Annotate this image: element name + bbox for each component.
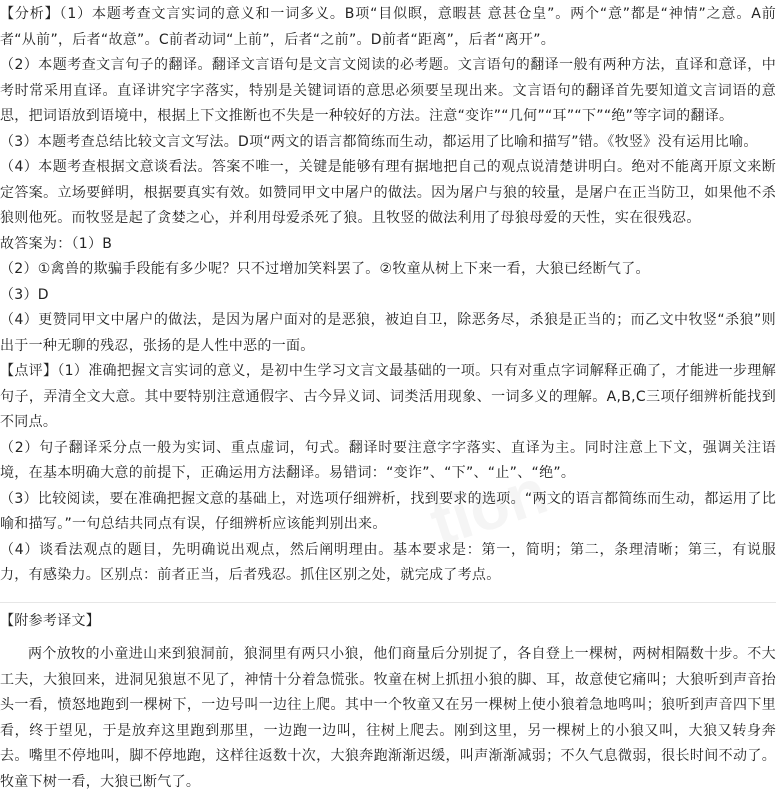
answer-line-2: （2）①禽兽的欺骗手段能有多少呢？只不过增加笑料罢了。②牧童从树上下来一看，大狼已经断气了。 [0, 257, 776, 283]
section-divider [0, 602, 776, 603]
comment-paragraph-2: （2）句子翻译采分点一般为实词、重点虚词，句式。翻译时要注意字字落实、直译为主。同时注意上下文，强调关注语境，在基本明确大意的前提下，正确运用方法翻译。易错词：“变诈”、“下”、“止”、“绝”。 [0, 436, 776, 487]
analysis-paragraph-2: （2）本题考查文言句子的翻译。翻译文言语句是文言文阅读的必考题。文言语句的翻译一般有两种方法，直译和意译，中考时常采用直译。直译讲究字字落实，特别是关键词语的意思必须要呈现出来。文言语句的翻译首先要知道文言词语的意思，把词语放到语境中，根据上下文推断也不失是一种较好的方法。注意“变诈”“几何”“耳”“下”“绝”等字词的翻译。 [0, 53, 776, 130]
reference-translation-section [0, 609, 776, 795]
reference-text: 两个放牧的小童进山来到狼洞前，狼洞里有两只小狼，他们商量后分别捉了，各自登上一棵树，两树相隔数十步。不大工夫，大狼回来，进洞见狼崽不见了，神情十分着急慌张。牧童在树上抓扭小狼的脚、耳，故意使它痛叫；大狼听到声音抬头一看，愤怒地跑到一棵树下，一边号叫一边往上爬。其中一个牧童又在另一棵树上使小狼着急地鸣叫；狼听到声音四下里看，终于望见，于是放弃这里跑到那里，一边跑一边叫，往树上爬去。刚到这里，另一棵树上的小狼又叫，大狼又转身奔去。嘴里不停地叫，脚不停地跑，这样往返数十次，大狼奔跑渐渐迟缓，叫声渐渐减弱；不久气息微弱，很长时间不动了。牧童下树一看，大狼已断气了。 [0, 642, 776, 795]
answer-line-4: （4）更赞同甲文中屠户的做法，是因为屠户面对的是恶狼，被迫自卫，除恶务尽，杀狼是正当的；而乙文中牧竖“杀狼”则出于一种无聊的残忍，张扬的是人性中恶的一面。 [0, 308, 776, 359]
comment-section [0, 359, 776, 589]
answer-line-3: （3）D [0, 283, 776, 309]
answer-line-1: 故答案为：（1）B [0, 232, 776, 258]
analysis-paragraph-1: 【分析】（1）本题考查文言实词的意义和一词多义。B项“目似瞑，意暇甚 意甚仓皇”。两个“意”都是“神情”之意。A前者“从前”，后者“故意”。C前者动词“上前”，后者“之前”。D前者“距离”，后者“离开”。 [0, 2, 776, 53]
analysis-paragraph-3: （3）本题考查总结比较文言文写法。D项“两文的语言都简练而生动，都运用了比喻和描写”错。《牧竖》没有运用比喻。 [0, 130, 776, 156]
comment-paragraph-3: （3）比较阅读，要在准确把握文意的基础上，对选项仔细辨析，找到要求的选项。“两文的语言都简练而生动，都运用了比喻和描写。”一句总结共同点有误，仔细辨析应该能判别出来。 [0, 487, 776, 538]
analysis-section [0, 2, 776, 232]
comment-paragraph-1: 【点评】（1）准确把握文言实词的意义，是初中生学习文言文最基础的一项。只有对重点字词解释正确了，才能进一步理解句子，弄清全文大意。其中要特别注意通假字、古今异义词、词类活用现象、一词多义的理解。A,B,C三项仔细辨析能找到不同点。 [0, 359, 776, 436]
reference-title: 【附参考译文】 [0, 609, 776, 635]
comment-paragraph-4: （4）谈看法观点的题目，先明确说出观点，然后阐明理由。基本要求是：第一，简明；第二，条理清晰；第三，有说服力，有感染力。区别点：前者正当，后者残忍。抓住区别之处，就完成了考点。 [0, 538, 776, 589]
analysis-paragraph-4: （4）本题考查根据文意谈看法。答案不唯一，关键是能够有理有据地把自己的观点说清楚讲明白。绝对不能离开原文来断定答案。立场要鲜明，根据要真实有效。如赞同甲文中屠户的做法。因为屠户与狼的较量，是屠户在正当防卫，如果他不杀狼则他死。而牧竖是起了贪婪之心，并利用母爱杀死了狼。且牧竖的做法利用了母狼母爱的天性，实在很残忍。 [0, 155, 776, 232]
watermark-text: tion [421, 454, 555, 561]
answer-section [0, 232, 776, 360]
